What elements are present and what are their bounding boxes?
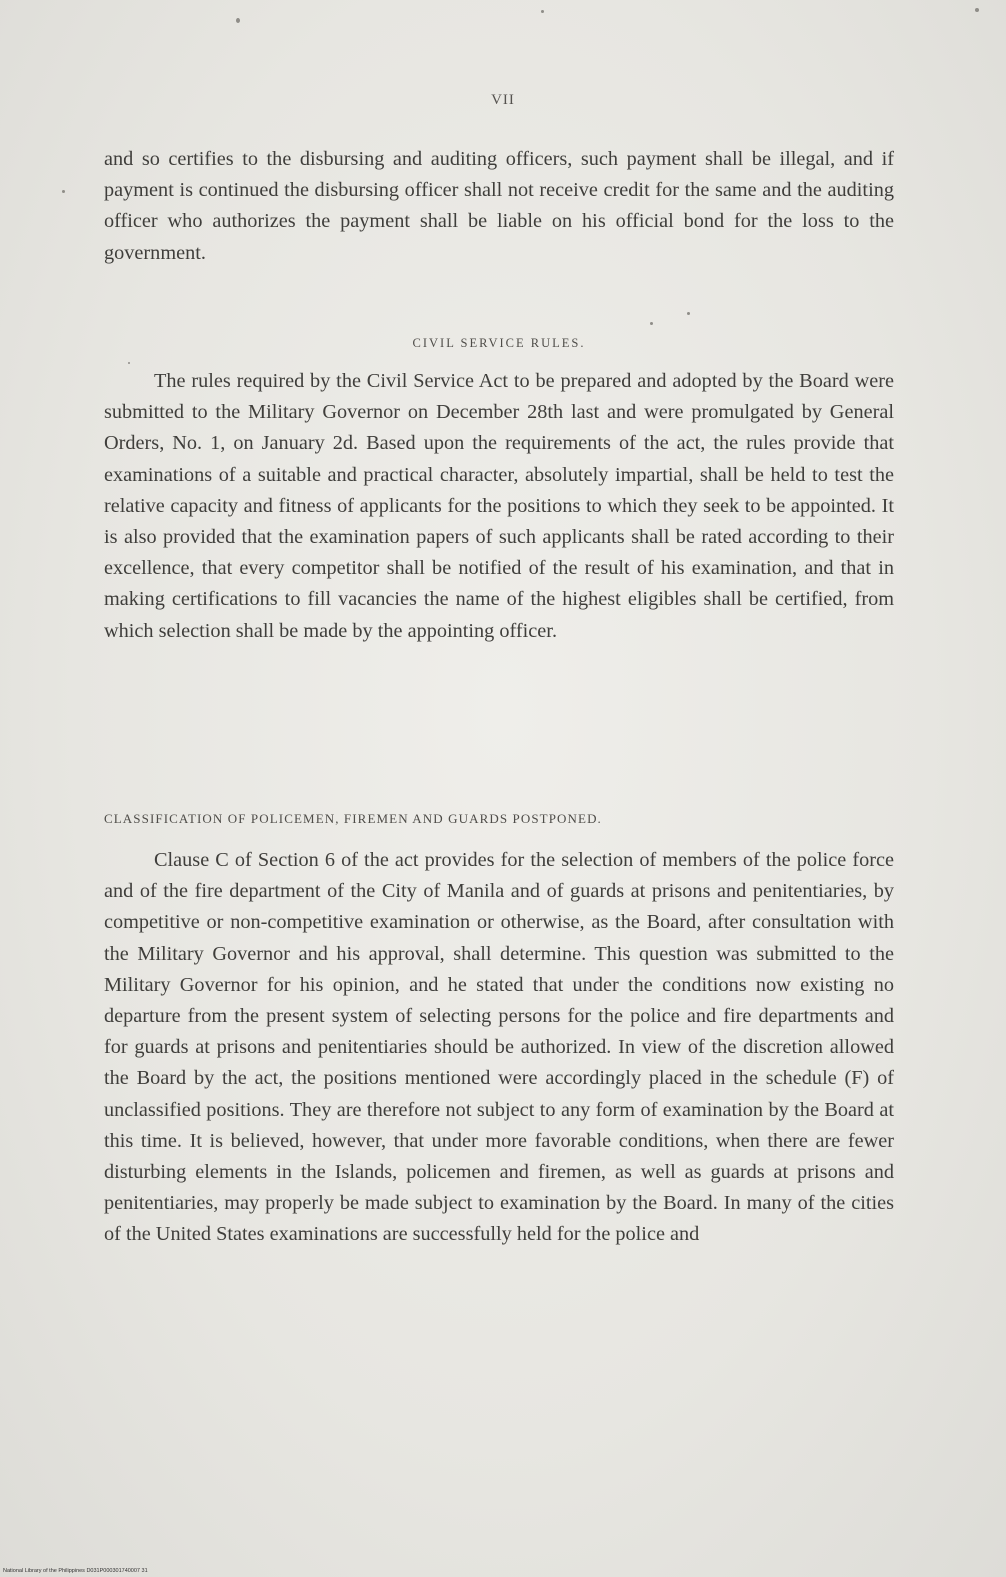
scan-speck	[236, 18, 240, 23]
page-number: VII	[491, 92, 515, 108]
heading-civil-service-rules: CIVIL SERVICE RULES.	[412, 336, 586, 350]
paragraph-civil-service-rules: The rules required by the Civil Service Act to be prepared and adopted by the Board were submitted to the Military Governor on December 28th last and were promulgated by General Orders, No. 1, on January 2d. Based upon the requirements of the act, the rules provide that examinations of a suitable and practical character, absolutely impartial, shall be held to test the relative capacity and fitness of applicants for the positions to which they seek to be appointed. It is also provided that the examination papers of such applicants shall be rated according to their excellence, that every competitor shall be notified of the result of his examination, and that in making certifications to fill vacancies the name of the highest eligibles shall be certified, from which selection shall be made by the appointing officer.	[104, 370, 894, 642]
scan-speck	[128, 362, 130, 364]
scan-speck	[541, 10, 544, 13]
scan-speck	[650, 322, 653, 325]
paragraph-classification-postponed: Clause C of Section 6 of the act provides for the selection of members of the police force and of the fire department of the City of Manila and of guards at prisons and penitentiaries, by competitive or non-competitive examination or otherwise, as the Board, after consultation with the Military Governor and his approval, shall determine. This question was submitted to the Military Governor for his opinion, and he stated that under the conditions now existing no departure from the present system of selecting persons for the police and fire departments and for guards at prisons and penitentiaries should be authorized. In view of the discretion allowed the Board by the act, the positions mentioned were accordingly placed in the schedule (F) of unclassified positions. They are therefore not subject to any form of examination by the Board at this time. It is believed, however, that under more favorable conditions, when there are fewer disturbing elements in the Islands, policemen and firemen, as well as guards at prisons and penitentiaries, may properly be made subject to examination by the Board. In many of the cities of the United States examinations are successfully held for the police and	[104, 849, 894, 1246]
scan-speck	[687, 312, 690, 315]
paragraph-payment-conclusion: and so certifies to the disbursing and auditing officers, such payment shall be illegal, and if payment is continued the disbursing officer shall not receive credit for the same and the auditing officer who authorizes the payment shall be liable on his official bond for the loss to the government.	[104, 148, 894, 264]
heading-classification-postponed: CLASSIFICATION OF POLICEMEN, FIREMEN AND GUARDS POSTPONED.	[104, 811, 602, 826]
footer-source-line: National Library of the Philippines D031P000301740007 31	[3, 1568, 148, 1574]
scan-speck	[975, 8, 979, 12]
scan-speck	[62, 190, 65, 193]
